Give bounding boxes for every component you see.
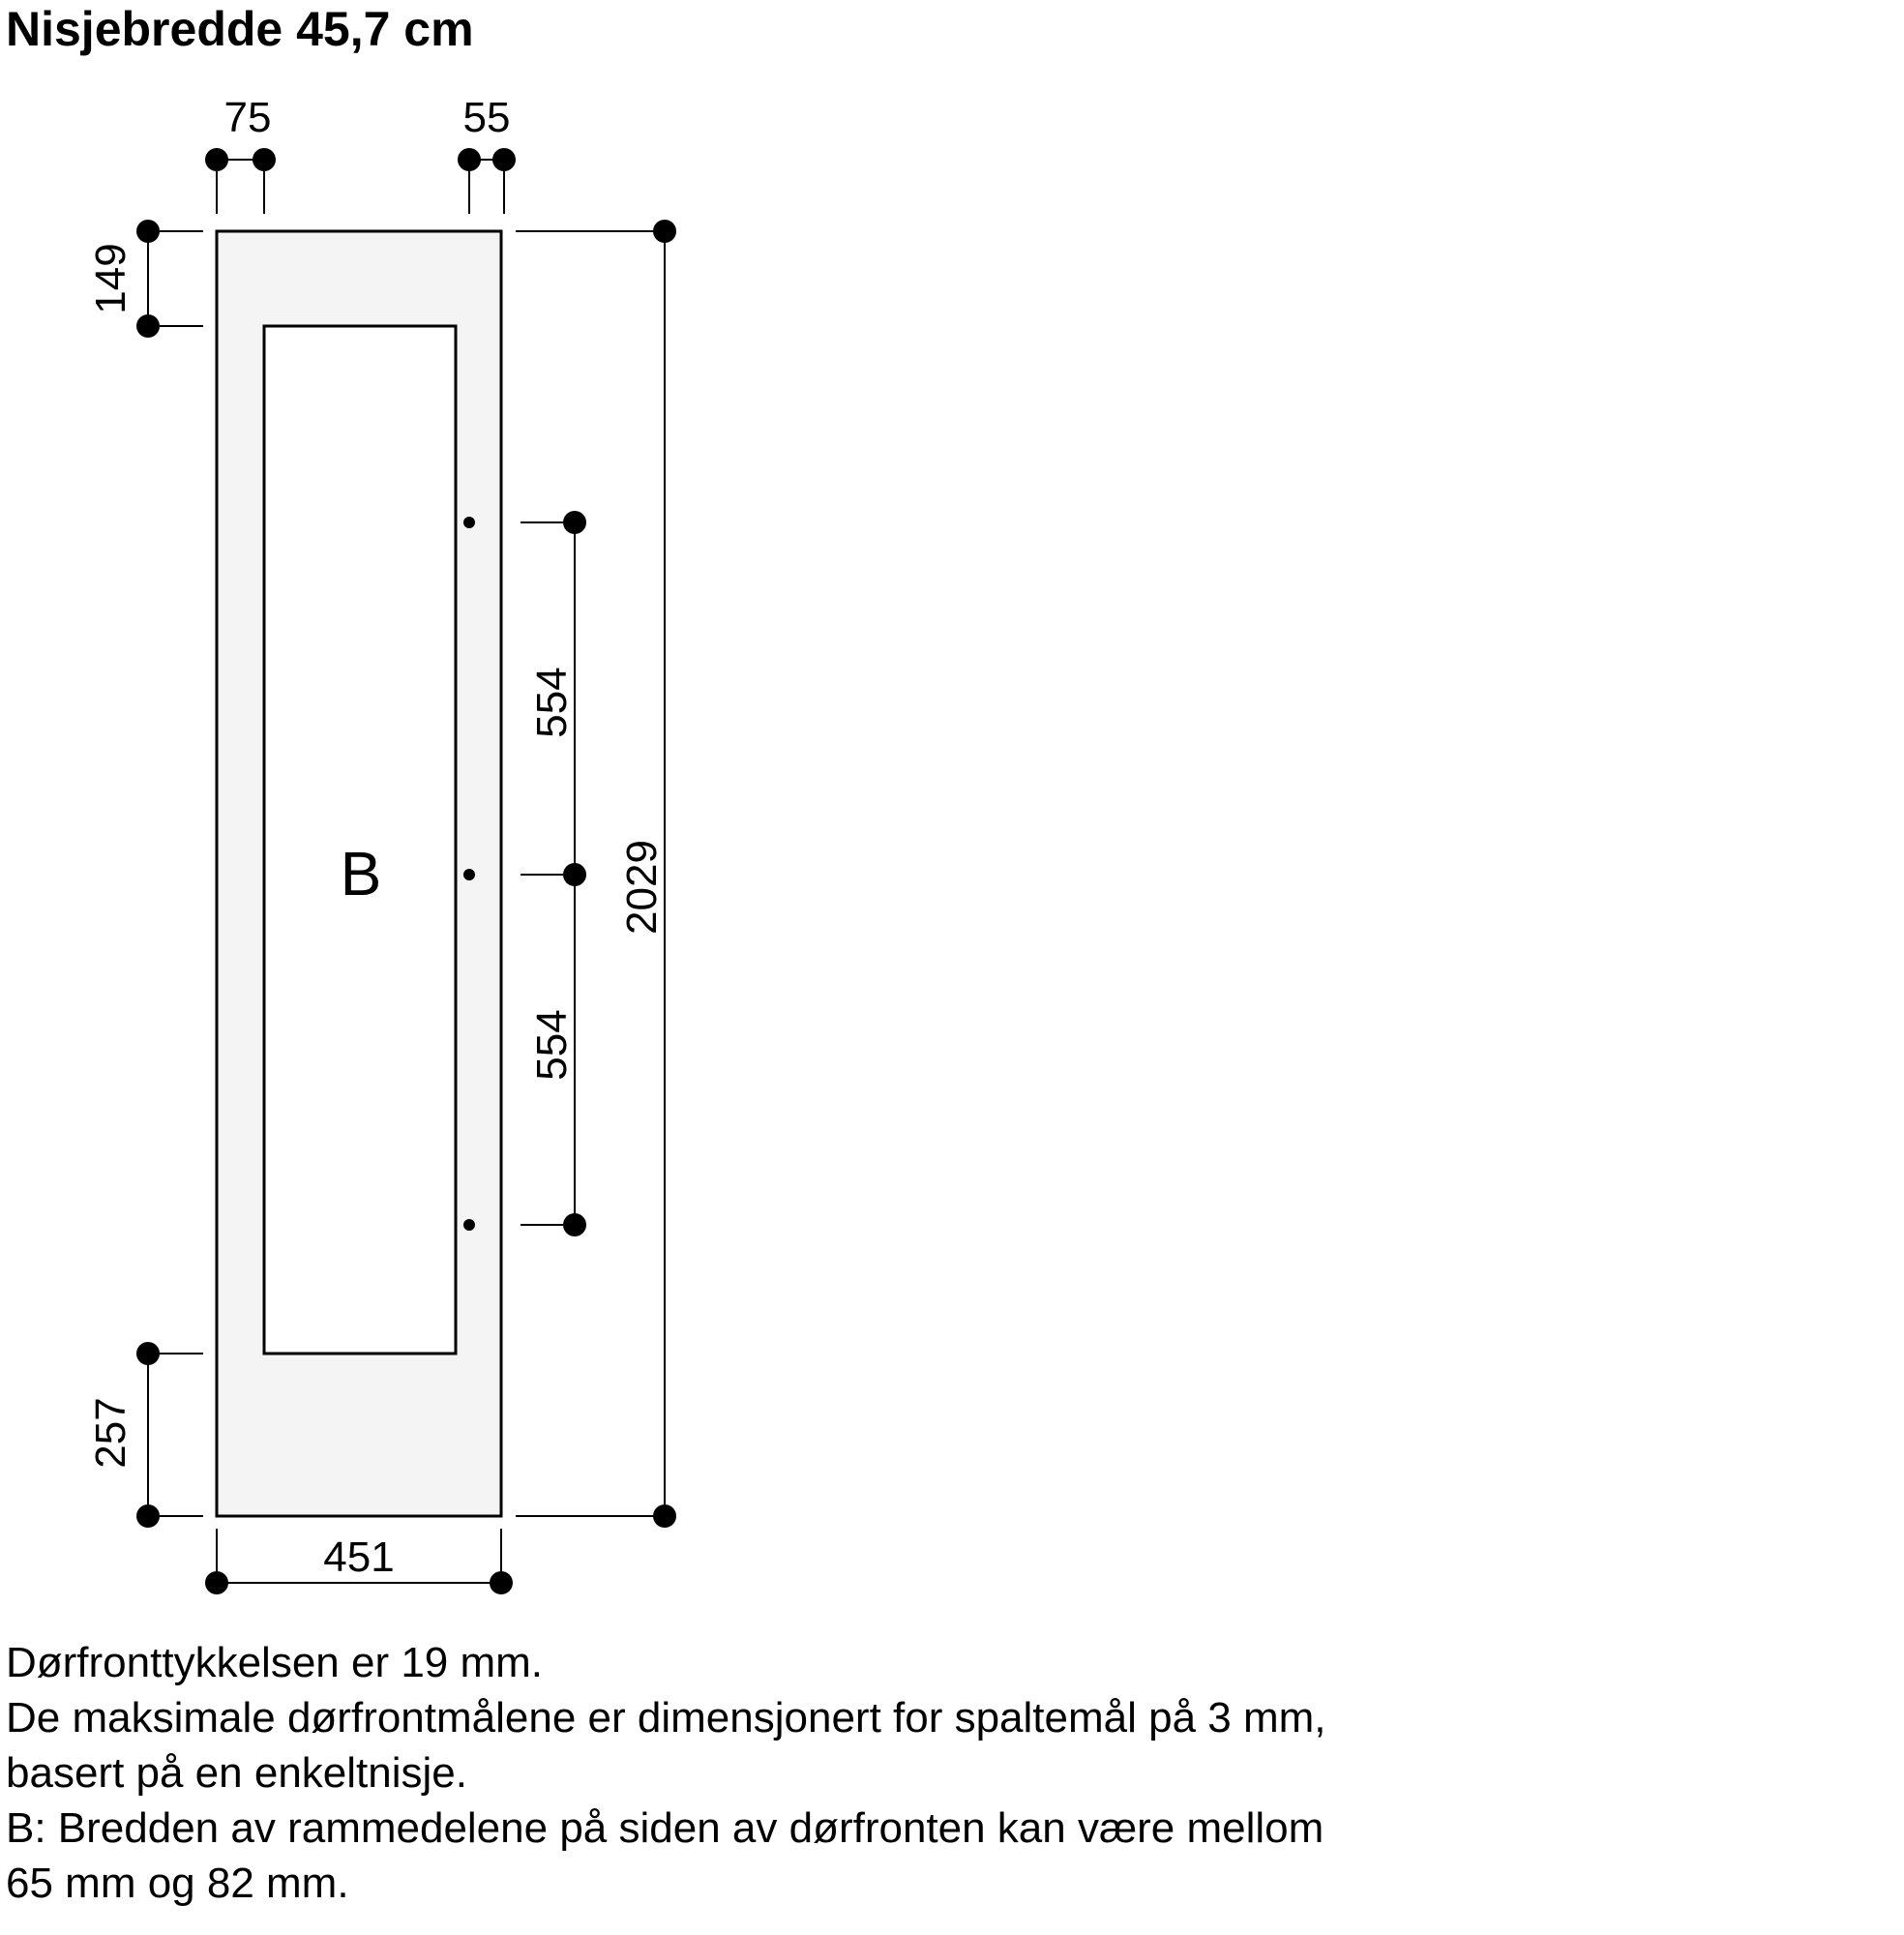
panel-label-b: B bbox=[340, 839, 382, 908]
dimension-right-frame-label: 55 bbox=[462, 94, 511, 141]
dimension-height-label: 2029 bbox=[618, 840, 666, 935]
dimension-upper-hinge-label: 554 bbox=[528, 667, 576, 738]
dimension-left-frame bbox=[205, 94, 276, 214]
dimension-bottom-frame bbox=[87, 1342, 203, 1528]
dimension-left-frame-label: 75 bbox=[223, 94, 272, 141]
dimension-hinge-spacing bbox=[521, 511, 586, 1236]
hinge-marker-middle bbox=[463, 869, 475, 880]
hinge-marker-top bbox=[463, 517, 475, 528]
note-line: De maksimale dørfrontmålene er dimensjonert for spaltemål på 3 mm, bbox=[6, 1694, 1326, 1742]
note-line: Dørfronttykkelsen er 19 mm. bbox=[6, 1639, 544, 1686]
diagram-title: Nisjebredde 45,7 cm bbox=[6, 2, 474, 56]
note-line: basert på en enkeltnisje. bbox=[6, 1749, 467, 1797]
dimension-top-frame-label: 149 bbox=[87, 243, 134, 314]
hinge-marker-bottom bbox=[463, 1219, 475, 1231]
dimension-width-label: 451 bbox=[323, 1533, 395, 1581]
note-line: 65 mm og 82 mm. bbox=[6, 1860, 349, 1907]
dimension-width bbox=[205, 1529, 513, 1594]
note-line: B: Bredden av rammedelene på siden av dørfronten kan være mellom bbox=[6, 1804, 1324, 1852]
notes bbox=[6, 1635, 1326, 1911]
dimension-top-frame bbox=[87, 220, 203, 338]
dimension-bottom-frame-label: 257 bbox=[87, 1397, 134, 1469]
dimension-lower-hinge-label: 554 bbox=[528, 1009, 576, 1081]
dimension-right-frame bbox=[458, 94, 516, 214]
